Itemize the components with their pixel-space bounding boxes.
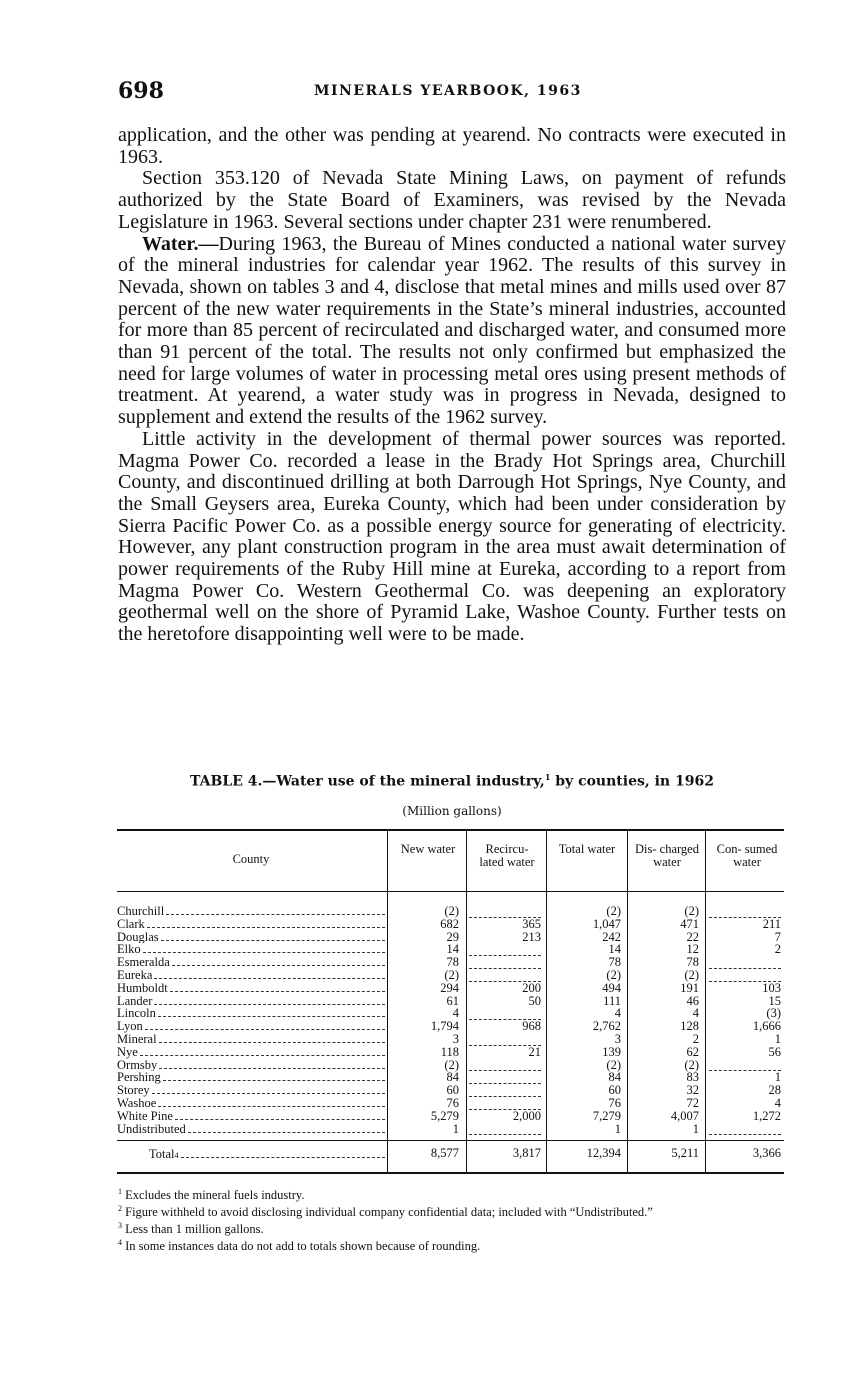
recirculated-water-column	[469, 905, 541, 1135]
county-name: Lincoln	[117, 1007, 156, 1021]
county-name: Lyon	[117, 1020, 143, 1033]
total-consumed: 3,366	[752, 1146, 781, 1160]
table-cell-disch: 62	[686, 1044, 699, 1059]
leader-dots	[158, 1097, 385, 1107]
table-cell-new: 3	[452, 1031, 459, 1046]
table-cell-new: 4	[452, 1006, 459, 1021]
footnote	[118, 1236, 786, 1253]
table-cell-total: 84	[608, 1070, 621, 1085]
header-rule	[117, 891, 784, 892]
leader-dots	[154, 969, 385, 979]
table-row-county	[117, 1084, 385, 1097]
footnote-mark: 4	[118, 1238, 122, 1248]
county-name: Elko	[117, 943, 141, 957]
county-name: Lander	[117, 994, 153, 1008]
header-recirculated-water: Recircu- lated water	[479, 842, 535, 869]
footnote-ref: 4	[174, 1151, 179, 1160]
table-cell-recirc	[469, 969, 541, 982]
paragraph: Little activity in the development of thermal power sources was reported. Magma Power Co. recorded a lease in the Brady Hot Springs area, Churchill County, and discontinued drilling at both Darrough Hot Springs, Nye County, and the Small Geysers area, Eureka County, which had been under consideration by Sierra Pacific Power Co. as a possible energy source for generating of electricity. However, any plant construction program in the area must await determination of power requirements of the Ruby Hill mine at Eureka, according to a report from Magma Power Co. Western Geothermal Co. was deepening an exploratory geothermal well on the shore of Pyramid Lake, Washoe County. Further tests on the heretofore disappointing well were to be made.	[118, 427, 786, 646]
table-cell-total: 242	[602, 929, 621, 944]
county-name: Esmeralda	[117, 956, 170, 969]
total-recirculated: 3,817	[512, 1146, 541, 1160]
table-cell-new: 61	[446, 993, 459, 1008]
table-cell-cons	[709, 1123, 781, 1136]
table-cell-cons	[709, 905, 781, 918]
footnote-text: Less than 1 million gallons.	[125, 1222, 264, 1237]
table-row-county	[117, 905, 385, 918]
leader-dots	[159, 1033, 385, 1043]
table-cell-new: 78	[446, 955, 459, 970]
table-cell-disch: 2	[692, 1031, 699, 1046]
table-row-county	[117, 1097, 385, 1110]
table-cell-disch: 83	[686, 1070, 699, 1085]
table-cell-cons: 1,272	[752, 1108, 781, 1123]
table-cell-new: 294	[440, 980, 459, 995]
table-row-county	[117, 969, 385, 982]
table-cell-new: 29	[446, 929, 459, 944]
leader-dots	[170, 982, 385, 992]
table-cell-disch: (2)	[684, 967, 699, 982]
table-row-county	[117, 1110, 385, 1123]
leader-dots	[172, 956, 385, 966]
county-name: Eureka	[117, 968, 153, 982]
footnote-ref: 1	[544, 772, 551, 782]
county-name: Storey	[117, 1084, 150, 1097]
footnote-text: Figure withheld to avoid disclosing individual company confidential data; included with “Undistributed.”	[125, 1205, 653, 1220]
table-cell-recirc: 365	[522, 916, 541, 931]
table-cell-cons	[709, 1059, 781, 1072]
leader-dots	[158, 1007, 385, 1017]
table-cell-new: 76	[446, 1095, 459, 1110]
total-total: 12,394	[586, 1146, 621, 1160]
table-cell-recirc	[469, 1084, 541, 1097]
table-cell-recirc: 21	[528, 1044, 541, 1059]
table-cell-recirc: 2,000	[512, 1108, 541, 1123]
header-total-water: Total water	[558, 842, 616, 856]
table-cell-recirc: 200	[522, 980, 541, 995]
footnote-text: Excludes the mineral fuels industry.	[125, 1188, 305, 1203]
table-cell-total: (2)	[606, 904, 621, 918]
county-name: Humboldt	[117, 981, 168, 995]
paragraph-text: During 1963, the Bureau of Mines conducted a national water survey of the mineral industries for calendar year 1962. The results of this survey in Nevada, shown on tables 3 and 4, disclose that metal mines and mills used over 87 percent of the new water requirements in the State’s mineral industries, accounted for more than 85 percent of recirculated and discharged water, and consumed more than 91 percent of the total. The results not only confirmed but emphasized the need for large volumes of water in processing metal ores using present methods of treatment. At yearend, a water study was in progress in Nevada, designed to supplement and extend the results of the 1962 survey.	[118, 232, 786, 429]
table-cell-cons: 2	[774, 942, 781, 957]
leader-dots	[152, 1084, 385, 1094]
leader-dots	[147, 918, 385, 928]
footnotes	[118, 1185, 786, 1254]
table-row-county	[117, 982, 385, 995]
total-water-column	[551, 905, 621, 1135]
table-cell-disch: 46	[686, 993, 699, 1008]
county-name: Clark	[117, 917, 145, 931]
table-cell-disch: (2)	[684, 904, 699, 918]
footnote-mark: 1	[118, 1187, 122, 1196]
table-cell-new: 1	[452, 1121, 459, 1136]
table-row-county	[117, 943, 385, 956]
leader-dots	[159, 1059, 385, 1069]
table-cell-disch: (2)	[684, 1057, 699, 1072]
leader-dots	[163, 1071, 385, 1081]
table-cell-recirc	[469, 943, 541, 956]
table-row-county	[117, 918, 385, 931]
header-county: County	[232, 852, 270, 866]
data-table	[117, 829, 784, 1174]
table-cell-cons: 103	[762, 980, 781, 995]
table-cell-disch: 191	[680, 980, 699, 995]
table-cell-recirc	[469, 905, 541, 918]
table-cell-cons: (3)	[766, 1006, 781, 1021]
table-cell-new: 1,794	[430, 1019, 459, 1034]
table-cell-disch: 128	[680, 1019, 699, 1034]
table-row-county	[117, 1059, 385, 1072]
table-cell-new: 118	[440, 1044, 459, 1059]
table-cell-total: (2)	[606, 967, 621, 982]
table-cell-new: 5,279	[430, 1108, 459, 1123]
table-cell-cons: 1	[774, 1031, 781, 1046]
table-cell-new: (2)	[444, 1057, 459, 1072]
table-cell-recirc	[469, 1033, 541, 1046]
column-divider	[627, 831, 628, 1173]
consumed-water-column	[709, 905, 781, 1135]
table-cell-cons: 56	[768, 1044, 781, 1059]
table-cell-disch: 4	[692, 1006, 699, 1021]
table-cell-cons: 211	[762, 916, 781, 931]
county-column	[117, 905, 385, 1135]
table-cell-cons	[709, 956, 781, 969]
table-cell-new: 84	[446, 1070, 459, 1085]
table-cell-total: 76	[608, 1095, 621, 1110]
table-cell-cons: 4	[774, 1095, 781, 1110]
county-name: Churchill	[117, 905, 165, 918]
page-header	[118, 78, 788, 108]
table-cell-new: (2)	[444, 967, 459, 982]
table-cell-cons	[709, 969, 781, 982]
table-cell-total: (2)	[606, 1057, 621, 1072]
table-cell-total: 4	[614, 1006, 621, 1021]
county-name: Mineral	[117, 1032, 157, 1046]
table-cell-new: 682	[440, 916, 459, 931]
leader-dots	[143, 943, 385, 953]
table-row-county	[117, 1007, 385, 1020]
column-divider	[705, 831, 706, 1173]
table-cell-total: 1,047	[592, 916, 621, 931]
county-name: Ormsby	[117, 1058, 158, 1072]
leader-dots	[188, 1123, 385, 1133]
column-divider	[546, 831, 547, 1173]
table-cell-cons: 15	[768, 993, 781, 1008]
column-divider	[387, 831, 388, 1173]
leader-dots	[166, 905, 385, 915]
paragraph: Section 353.120 of Nevada State Mining Laws, on payment of refunds authorized by the State Board of Examiners, was revised by the Nevada Legislature in 1963. Several sections under chapter 231 were renumbered.	[118, 167, 786, 233]
county-name: Washoe	[117, 1096, 157, 1110]
table-cell-cons: 28	[768, 1083, 781, 1098]
section-heading: Water.—	[142, 232, 219, 255]
county-name: Douglas	[117, 930, 159, 944]
footnote	[118, 1219, 786, 1236]
table-cell-disch: 12	[686, 942, 699, 957]
discharged-water-column	[631, 905, 699, 1135]
table-cell-recirc	[469, 1097, 541, 1110]
table-cell-recirc: 968	[522, 1019, 541, 1034]
running-head: MINERALS YEARBOOK, 1963	[314, 83, 582, 99]
county-name: Undistributed	[117, 1122, 186, 1136]
table-cell-recirc: 50	[528, 993, 541, 1008]
table-cell-cons: 7	[774, 929, 781, 944]
table-cell-total: 1	[614, 1121, 621, 1136]
table-top-rule	[117, 829, 784, 831]
table-cell-new: 14	[446, 942, 459, 957]
header-consumed-water: Con- sumed water	[716, 842, 778, 869]
footnote-mark: 3	[118, 1221, 122, 1231]
table-bottom-rule	[117, 1172, 784, 1174]
leader-dots	[175, 1110, 385, 1120]
header-new-water: New water	[400, 842, 456, 856]
table-cell-recirc	[469, 1123, 541, 1136]
total-new: 8,577	[430, 1146, 459, 1160]
footnote	[118, 1202, 786, 1219]
footnote	[118, 1185, 786, 1202]
table-cell-total: 7,279	[592, 1108, 621, 1123]
leader-dots	[154, 995, 385, 1005]
new-water-column	[393, 905, 459, 1135]
table-cell-disch: 32	[686, 1083, 699, 1098]
table-row-county	[117, 995, 385, 1008]
table-row-county	[117, 931, 385, 944]
footnote-mark: 2	[118, 1204, 122, 1214]
table-cell-new: (2)	[444, 904, 459, 918]
table-cell-disch: 1	[692, 1121, 699, 1136]
table-cell-cons: 1	[774, 1070, 781, 1085]
leader-dots	[161, 931, 385, 941]
table-row-county	[117, 956, 385, 969]
table-cell-disch: 72	[686, 1095, 699, 1110]
table-cell-total: 494	[602, 980, 621, 995]
table-cell-total: 111	[603, 993, 621, 1008]
table-cell-total: 2,762	[592, 1019, 621, 1034]
table-cell-recirc	[469, 956, 541, 969]
table-cell-disch: 4,007	[670, 1108, 699, 1123]
table-cell-total: 78	[608, 955, 621, 970]
table-subtitle: (Million gallons)	[402, 804, 502, 818]
table-row-county	[117, 1071, 385, 1084]
table-cell-total: 139	[602, 1044, 621, 1059]
table-cell-disch: 471	[680, 916, 699, 931]
table-cell-total: 14	[608, 942, 621, 957]
body-text	[118, 125, 786, 646]
total-rule	[117, 1140, 784, 1141]
table-cell-recirc: 213	[522, 929, 541, 944]
table-row-county	[117, 1123, 385, 1136]
table-title: TABLE 4.—Water use of the mineral industry,$^1$ by counties, in 1962	[190, 772, 714, 790]
county-name: Pershing	[117, 1071, 161, 1085]
total-discharged: 5,211	[671, 1146, 699, 1160]
footnote-text: In some instances data do not add to totals shown because of rounding.	[125, 1239, 481, 1254]
table-cell-disch: 22	[686, 929, 699, 944]
table-cell-recirc	[469, 1059, 541, 1072]
table-cell-disch: 78	[686, 955, 699, 970]
header-discharged-water: Dis- charged water	[635, 842, 699, 869]
table-row-county	[117, 1020, 385, 1033]
table-row-county	[117, 1046, 385, 1059]
paragraph: application, and the other was pending at yearend. No contracts were executed in 1963.	[118, 124, 786, 168]
column-divider	[466, 831, 467, 1173]
total-label: Total 4	[149, 1147, 385, 1162]
table-row-county	[117, 1033, 385, 1046]
table-cell-total: 3	[614, 1031, 621, 1046]
table-cell-cons: 1,666	[752, 1019, 781, 1034]
table-cell-total: 60	[608, 1083, 621, 1098]
table-cell-new: 60	[446, 1083, 459, 1098]
paragraph-water	[118, 234, 786, 429]
total-row	[117, 1147, 784, 1163]
leader-dots	[145, 1020, 385, 1030]
county-name: White Pine	[117, 1109, 173, 1123]
county-name: Nye	[117, 1045, 138, 1059]
page-number: 698	[118, 78, 164, 104]
leader-dots	[140, 1046, 385, 1056]
table-cell-recirc	[469, 1071, 541, 1084]
